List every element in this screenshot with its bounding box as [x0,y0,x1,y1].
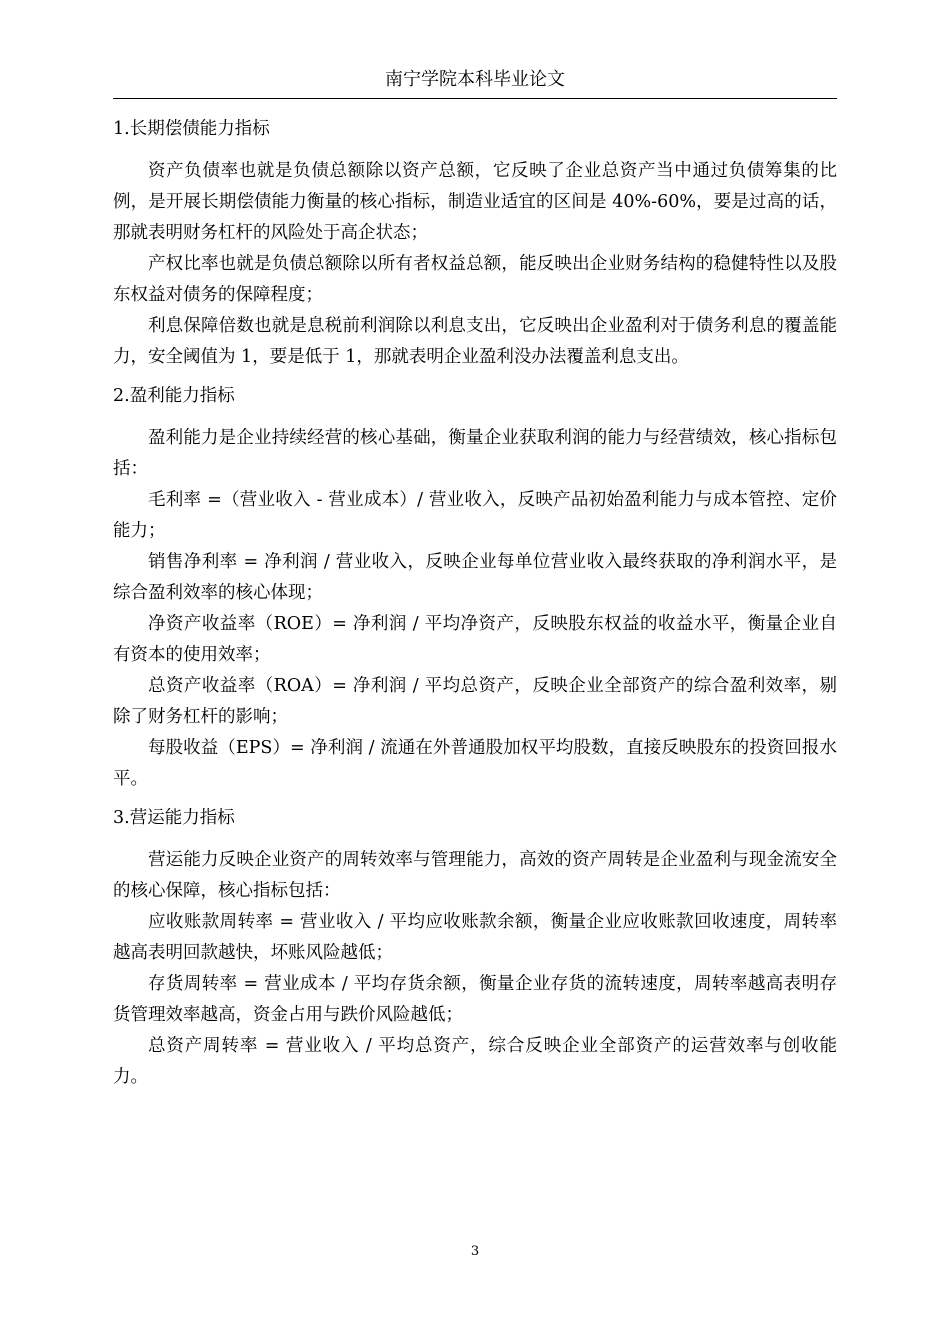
section-heading: 2.盈利能力指标 [113,386,235,406]
paragraph: 盈利能力是企业持续经营的核心基础，衡量企业获取利润的能力与经营绩效，核心指标包括： [113,428,837,479]
paragraph: 营运能力反映企业资产的周转效率与管理能力，高效的资产周转是企业盈利与现金流安全的核心保障，核心指标包括： [113,850,837,901]
page-header [113,66,837,99]
paragraph: 利息保障倍数也就是息税前利润除以利息支出，它反映出企业盈利对于债务利息的覆盖能力，安全阈值为 1，要是低于 1，那就表明企业盈利没办法覆盖利息支出。 [113,316,837,367]
paragraph: 总资产周转率 = 营业收入 / 平均总资产，综合反映企业全部资产的运营效率与创收能力。 [113,1036,837,1087]
section-heading: 1.长期偿债能力指标 [113,119,270,139]
paragraph: 净资产收益率（ROE）= 净利润 / 平均净资产，反映股东权益的收益水平，衡量企业自有资本的使用效率； [113,614,837,665]
section-profitability [113,381,837,795]
paragraph: 存货周转率 = 营业成本 / 平均存货余额，衡量企业存货的流转速度，周转率越高表明存货管理效率越高，资金占用与跌价风险越低； [113,974,837,1025]
paragraph: 资产负债率也就是负债总额除以资产总额，它反映了企业总资产当中通过负债筹集的比例，是开展长期偿债能力衡量的核心指标，制造业适宜的区间是 40%-60%，要是过高的话，那就表明财务杠杆的风险处于高企状态； [113,161,837,243]
thesis-title: 南宁学院本科毕业论文 [385,69,565,90]
paragraph: 销售净利率 = 净利润 / 营业收入，反映企业每单位营业收入最终获取的净利润水平，是综合盈利效率的核心体现； [113,552,837,603]
page-number: 3 [470,1244,480,1259]
paragraph: 每股收益（EPS）= 净利润 / 流通在外普通股加权平均股数，直接反映股东的投资回报水平。 [113,738,837,789]
section-operating-capacity [113,803,837,1093]
section-long-term-solvency [113,114,837,373]
paragraph: 总资产收益率（ROA）= 净利润 / 平均总资产，反映企业全部资产的综合盈利效率，剔除了财务杠杆的影响； [113,676,837,727]
paragraph: 应收账款周转率 = 营业收入 / 平均应收账款余额，衡量企业应收账款回收速度，周转率越高表明回款越快，坏账风险越低； [113,912,837,963]
page-body [113,110,837,1093]
section-heading: 3.营运能力指标 [113,808,235,828]
page-footer [0,1244,950,1260]
paragraph: 产权比率也就是负债总额除以所有者权益总额，能反映出企业财务结构的稳健特性以及股东权益对债务的保障程度； [113,254,837,305]
paragraph: 毛利率 =（营业收入 - 营业成本）/ 营业收入，反映产品初始盈利能力与成本管控、定价能力； [113,490,837,541]
